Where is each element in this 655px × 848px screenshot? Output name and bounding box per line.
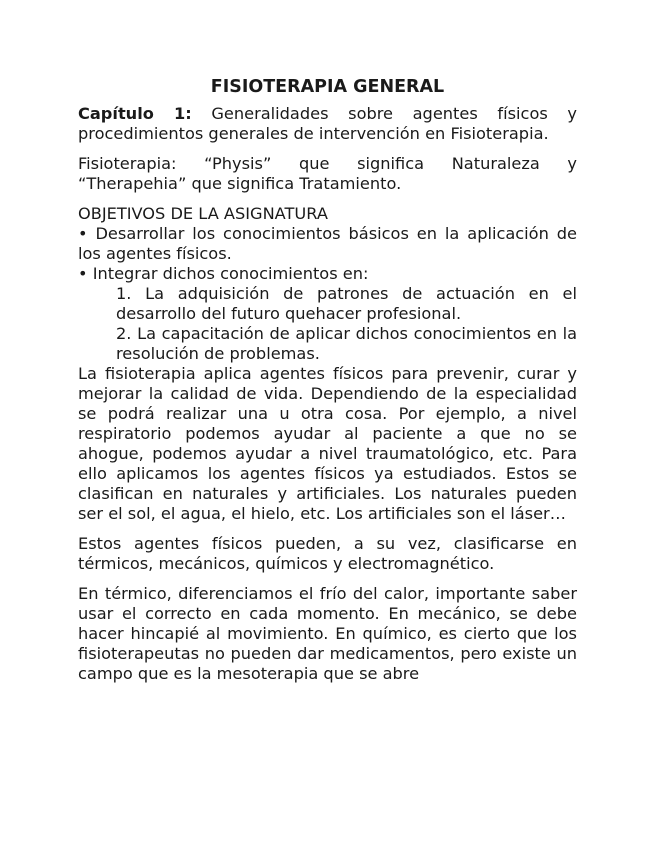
body-paragraph-3: En térmico, diferenciamos el frío del calor, importante saber usar el correcto en cada momento. En mecánico, se debe hacer hincapié al movimiento. En químico, es cierto que los fisioterapeutas no pueden dar medicamentos, pero existe un campo que es la mesoterapia que se abre (78, 584, 577, 683)
chapter-text: Generalidades sobre agentes físicos y procedimientos generales de intervención en Fisioterapia. (78, 104, 577, 143)
body-paragraph-2: Estos agentes físicos pueden, a su vez, clasificarse en térmicos, mecánicos, químicos y electromagnético. (78, 534, 577, 573)
body-paragraph-1: La fisioterapia aplica agentes físicos para prevenir, curar y mejorar la calidad de vida. Dependiendo de la especialidad se podrá realizar una u otra cosa. Por ejemplo, a nivel respiratorio podemos ayudar al paciente a que no se ahogue, podemos ayudar a nivel traumatológico, etc. Para ello aplicamos los agentes físicos ya estudiados. Estos se clasifican en naturales y artificiales. Los naturales pueden ser el sol, el agua, el hielo, etc. Los artificiales son el láser… (78, 364, 577, 523)
definition-paragraph: Fisioterapia: “Physis” que significa Naturaleza y “Therapehia” que significa Tratamiento. (78, 154, 577, 193)
document-title: FISIOTERAPIA GENERAL (210, 77, 445, 97)
sub-objective-item-1: 1. La adquisición de patrones de actuación en el desarrollo del futuro quehacer profesional. (116, 284, 577, 323)
objective-item-1: • Desarrollar los conocimientos básicos en la aplicación de los agentes físicos. (78, 224, 577, 263)
objective-item-2: • Integrar dichos conocimientos en: (78, 264, 369, 283)
chapter-paragraph (78, 104, 577, 144)
sub-objective-item-2: 2. La capacitación de aplicar dichos conocimientos en la resolución de problemas. (116, 324, 577, 363)
chapter-label: Capítulo 1: (78, 104, 192, 123)
objectives-heading: OBJETIVOS DE LA ASIGNATURA (78, 204, 328, 223)
